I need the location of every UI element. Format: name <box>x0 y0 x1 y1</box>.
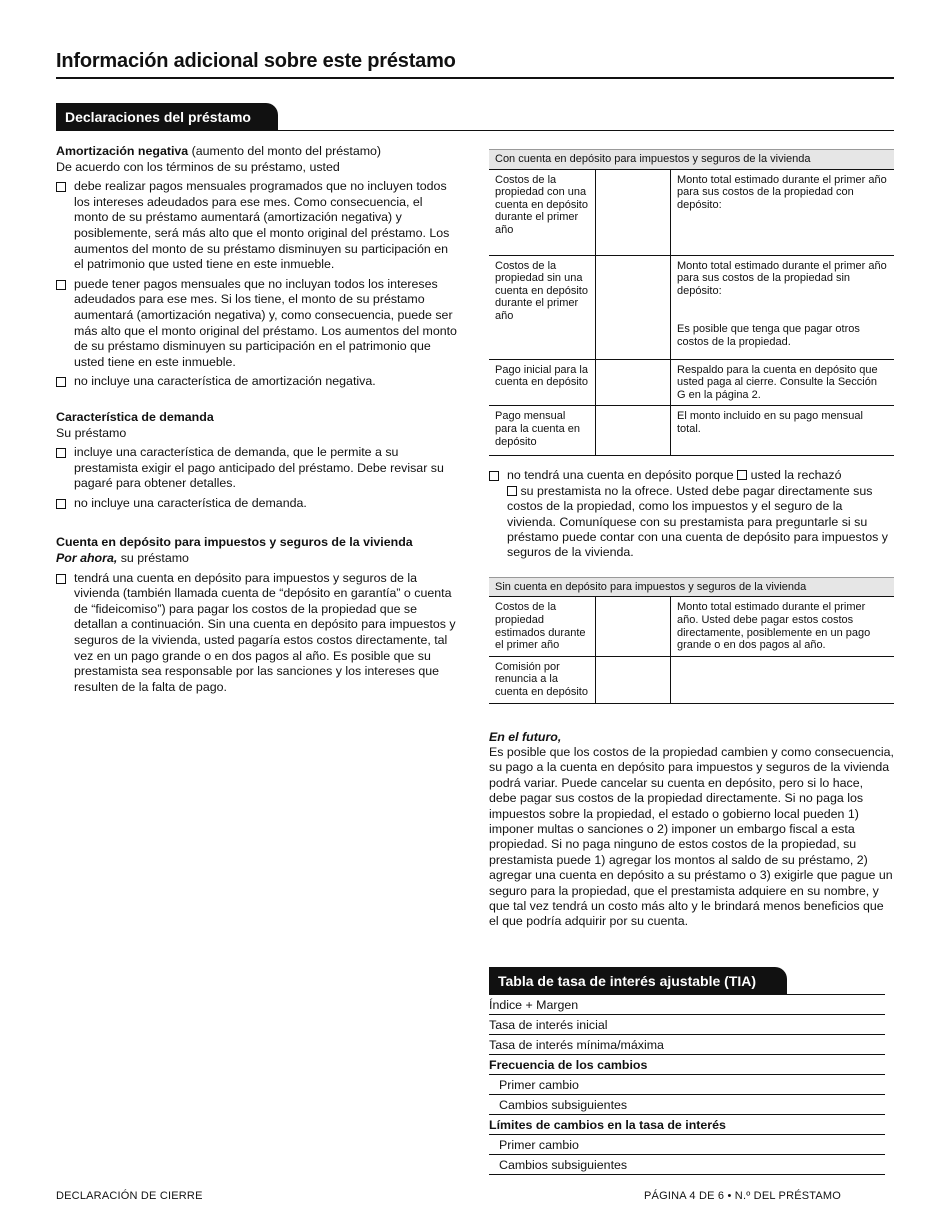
row-description: Monto total estimado durante el primer año. Usted debe pagar estos costos directamente, posiblemente en un pago grande o en dos pagos al año. <box>671 597 895 656</box>
row-label: Costos de la propiedad con una cuenta en depósito durante el primer año <box>489 169 596 255</box>
arm-row-index-margin: Índice + Margen <box>489 995 885 1015</box>
page-title: Información adicional sobre este préstamo <box>56 50 894 79</box>
arm-row-min-max: Tasa de interés mínima/máxima <box>489 1035 885 1055</box>
demand-option-none <box>56 496 458 512</box>
neg-amort-option-text: debe realizar pagos mensuales programados que no incluyen todos los intereses adeudados para ese mes. Como consecuencia, el monto de su préstamo aumentará (amortización negativa) y posiblemente, será más alto que el monto original del préstamo. Los aumentos del monto de su préstamo disminuyen su participación en el patrimonio que usted tiene en este inmueble. <box>74 179 450 272</box>
negative-amortization-intro: De acuerdo con los términos de su préstamo, usted <box>56 159 340 174</box>
row-note: Es posible que tenga que pagar otros costos de la propiedad. <box>677 323 860 348</box>
row-amount-field[interactable] <box>596 597 671 656</box>
no-escrow-text-1: no tendrá una cuenta en depósito porque <box>507 468 738 483</box>
section-header-loan-disclosures <box>56 103 894 131</box>
future-body: Es posible que los costos de la propiedad cambien y como consecuencia, su pago a la cuenta en depósito para impuestos y seguros de la vivienda podrá variar. Puede cancelar su cuenta en depósito, pero si lo hace, debe pagar sus costos de la propiedad directamente. Si no paga los impuestos sobre la propiedad, el estado o gobierno local pueden 1) imponer multas o sanciones o 2) imponer un embargo fiscal a esta propiedad. Si no paga ninguno de estos costos de la propiedad, su prestamista puede 1) agregar los montos al saldo de su préstamo, 2) agregar una cuenta en depósito a su préstamo o 3) exigirle que pague un seguro para la propiedad, que el prestamista adquiere en su nombre, y que tal vez tendrá un costo más alto y le brindará menos beneficios que el que podría adquirir por su cuenta. <box>489 744 895 929</box>
neg-amort-option-text: puede tener pagos mensuales que no incluyan todos los intereses adeudados para ese mes. Si los tiene, el monto de su préstamo aumentará (amortización negativa) y, como consecuencia, puede ser más alto que el monto original del préstamo. Los aumentos del monto de su préstamo disminuyen su participación en el patrimonio que usted tiene en este inmueble. <box>74 276 457 369</box>
no-escrow-text-2: usted la rechazó <box>750 468 842 483</box>
escrow-title: Cuenta en depósito para impuestos y seguros de la vivienda <box>56 535 413 550</box>
negative-amortization-section <box>56 144 458 390</box>
left-column <box>56 144 458 713</box>
row-label: Costos de la propiedad sin una cuenta en depósito durante el primer año <box>489 255 596 359</box>
row-label: Costos de la propiedad estimados durante el primer año <box>489 597 596 656</box>
demand-checkbox-includes[interactable] <box>56 448 66 458</box>
arm-row-limits-header: Límites de cambios en la tasa de interés <box>489 1115 885 1135</box>
table-row <box>489 169 894 255</box>
with-escrow-table-header: Con cuenta en depósito para impuestos y seguros de la vivienda <box>489 150 894 170</box>
row-description: El monto incluido en su pago mensual total. <box>671 406 895 456</box>
with-escrow-table <box>489 149 894 456</box>
row-label: Pago inicial para la cuenta en depósito <box>489 359 596 406</box>
demand-feature-intro: Su préstamo <box>56 425 127 440</box>
lender-not-offer-checkbox[interactable] <box>507 486 517 496</box>
row-amount-field[interactable] <box>596 406 671 456</box>
negative-amortization-title: Amortización negativa <box>56 144 189 158</box>
row-description: Respaldo para la cuenta en depósito que usted paga al cierre. Consulte la Sección G en la página 2. <box>671 359 895 406</box>
negative-amortization-subtitle: (aumento del monto del préstamo) <box>188 144 382 158</box>
neg-amort-checkbox-may-have[interactable] <box>56 280 66 290</box>
row-amount-field[interactable] <box>596 255 671 359</box>
row-amount-field[interactable] <box>596 656 671 703</box>
neg-amort-option-may-have <box>56 277 458 371</box>
arm-row-frequency-subsequent: Cambios subsiguientes <box>489 1095 885 1115</box>
neg-amort-option-none <box>56 374 458 390</box>
declined-checkbox[interactable] <box>737 470 747 480</box>
no-escrow-text-3: su prestamista no la ofrece. Usted debe pagar directamente sus costos de la propiedad, como los impuestos y el seguro de la vivienda. Comuníquese con su prestamista para preguntarle si su préstamo puede contar con una cuenta de depósito para impuestos y seguros de la vivienda. <box>507 483 888 560</box>
demand-option-text: incluye una característica de demanda, que le permite a su prestamista exigir el pago anticipado del préstamo. Debe revisar su pagaré para obtener detalles. <box>74 445 444 491</box>
right-column <box>489 149 894 930</box>
table-row <box>489 656 894 703</box>
arm-table <box>489 967 885 1175</box>
escrow-option-will-have <box>56 571 458 696</box>
future-title: En el futuro, <box>489 729 562 744</box>
table-row <box>489 406 894 456</box>
neg-amort-checkbox-scheduled[interactable] <box>56 182 66 192</box>
footer-doc-title: DECLARACIÓN DE CIERRE <box>56 1190 203 1202</box>
row-description: Monto total estimado durante el primer año para sus costos de la propiedad sin depósito: <box>677 259 887 297</box>
section-tab-label: Declaraciones del préstamo <box>56 103 278 130</box>
no-escrow-option <box>489 468 894 560</box>
arm-row-limits-subsequent: Cambios subsiguientes <box>489 1155 885 1175</box>
without-escrow-table-header: Sin cuenta en depósito para impuestos y seguros de la vivienda <box>489 577 894 597</box>
arm-row-limits-first: Primer cambio <box>489 1135 885 1155</box>
table-row <box>489 359 894 406</box>
arm-row-initial-rate: Tasa de interés inicial <box>489 1015 885 1035</box>
table-row <box>489 255 894 359</box>
footer-page-number: PÁGINA 4 DE 6 • N.º DEL PRÉSTAMO <box>644 1190 842 1202</box>
escrow-intro-bold: Por ahora, <box>56 551 118 566</box>
escrow-section <box>56 535 458 695</box>
neg-amort-option-scheduled <box>56 179 458 273</box>
demand-option-text: no incluye una característica de demanda. <box>74 495 307 510</box>
escrow-intro-rest: su préstamo <box>117 551 189 566</box>
arm-table-header <box>489 967 885 995</box>
table-row <box>489 597 894 656</box>
arm-row-frequency-first: Primer cambio <box>489 1075 885 1095</box>
row-description <box>671 656 895 703</box>
row-description: Monto total estimado durante el primer año para sus costos de la propiedad con depósito: <box>671 169 895 255</box>
escrow-option-text: tendrá una cuenta en depósito para impuestos y seguros de la vivienda (también llamada cuenta de “depósito en garantía” o cuenta de “fideicomiso”) para pagar los costos de la propiedad que se detallan a continuación. Sin una cuenta en depósito para impuestos y seguros de la vivienda, usted pagaría estos costos directamente, tal vez en un pago grande o en dos pagos al año. Es posible que su prestamista sea responsable por las sanciones y los intereses que resulten de la falta de pago. <box>74 570 456 694</box>
row-label: Comisión por renuncia a la cuenta en depósito <box>489 656 596 703</box>
arm-row-frequency-header: Frecuencia de los cambios <box>489 1055 885 1075</box>
arm-table-title: Tabla de tasa de interés ajustable (TIA) <box>489 967 787 994</box>
no-escrow-checkbox[interactable] <box>489 471 499 481</box>
neg-amort-checkbox-none[interactable] <box>56 377 66 387</box>
demand-checkbox-none[interactable] <box>56 499 66 509</box>
demand-feature-section <box>56 410 458 512</box>
row-amount-field[interactable] <box>596 169 671 255</box>
row-label: Pago mensual para la cuenta en depósito <box>489 406 596 456</box>
demand-option-includes <box>56 445 458 492</box>
neg-amort-option-text: no incluye una característica de amortización negativa. <box>74 374 376 389</box>
demand-feature-title: Característica de demanda <box>56 409 214 424</box>
escrow-checkbox-will-have[interactable] <box>56 574 66 584</box>
row-amount-field[interactable] <box>596 359 671 406</box>
row-description-cell <box>671 255 895 359</box>
without-escrow-table <box>489 577 894 704</box>
